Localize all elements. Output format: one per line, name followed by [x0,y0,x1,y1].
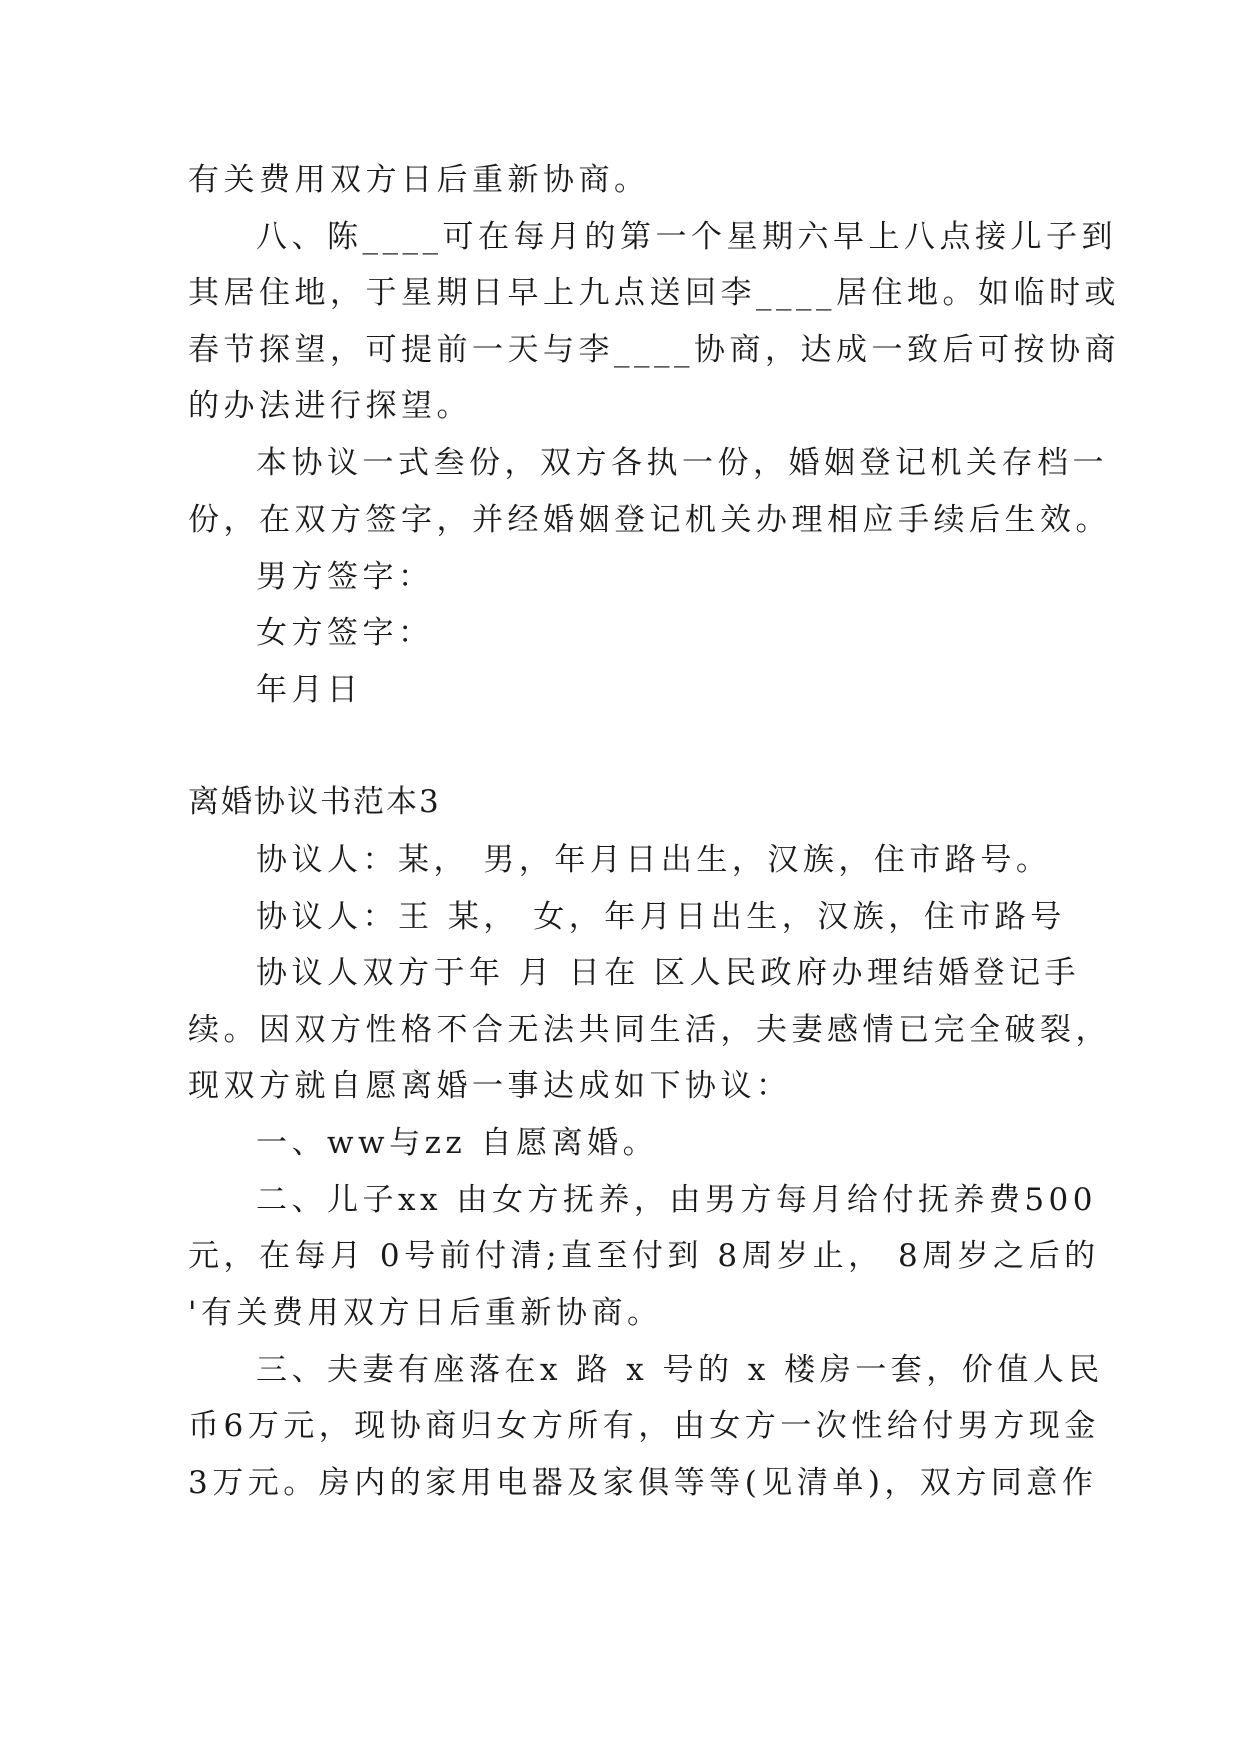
paragraph-line: 元，在每月 0号前付清;直至付到 8周岁止， 8周岁之后的 [188,1238,1100,1274]
paragraph-line: 一、ww与zz 自愿离婚。 [256,1125,659,1161]
date-line: 年月日 [256,672,363,708]
paragraph-line: 二、儿子xx 由女方抚养，由男方每月给付抚养费500 [256,1182,1097,1218]
paragraph-line: 现双方就自愿离婚一事达成如下协议： [188,1068,792,1104]
paragraph-line: 的办法进行探望。 [188,388,472,424]
paragraph-line: 协议人：王 某， 女，年月日出生，汉族，住市路号 [256,899,1066,935]
paragraph-line: 八、陈____可在每月的第一个星期六早上八点接儿子到 [256,219,1117,255]
paragraph-line: 三、夫妻有座落在x 路 x 号的 x 楼房一套，价值人民 [256,1352,1104,1388]
paragraph-line: 币6万元，现协商归女方所有，由女方一次性给付男方现金 [188,1408,1100,1444]
paragraph-line: 本协议一式叁份，双方各执一份，婚姻登记机关存档一 [256,445,1108,481]
signature-line-female: 女方签字： [256,615,434,651]
paragraph-line: 协议人双方于年 月 日在 区人民政府办理结婚登记手 [256,955,1081,991]
paragraph-line: '有关费用双方日后重新协商。 [188,1295,663,1331]
paragraph-line: 其居住地，于星期日早上九点送回李____居住地。如临时或 [188,275,1120,311]
paragraph-line: 3万元。房内的家用电器及家俱等等(见清单)，双方同意作 [188,1465,1098,1501]
paragraph-line: 续。因双方性格不合无法共同生活，夫妻感情已完全破裂， [188,1012,1111,1048]
section-heading: 离婚协议书范本3 [188,784,441,820]
paragraph-line: 协议人：某， 男，年月日出生，汉族，住市路号。 [256,842,1052,878]
paragraph-line: 有关费用双方日后重新协商。 [188,162,650,198]
paragraph-line: 份，在双方签字，并经婚姻登记机关办理相应手续后生效。 [188,502,1111,538]
signature-line-male: 男方签字： [256,559,434,595]
paragraph-line: 春节探望，可提前一天与李____协商，达成一致后可按协商 [188,332,1120,368]
